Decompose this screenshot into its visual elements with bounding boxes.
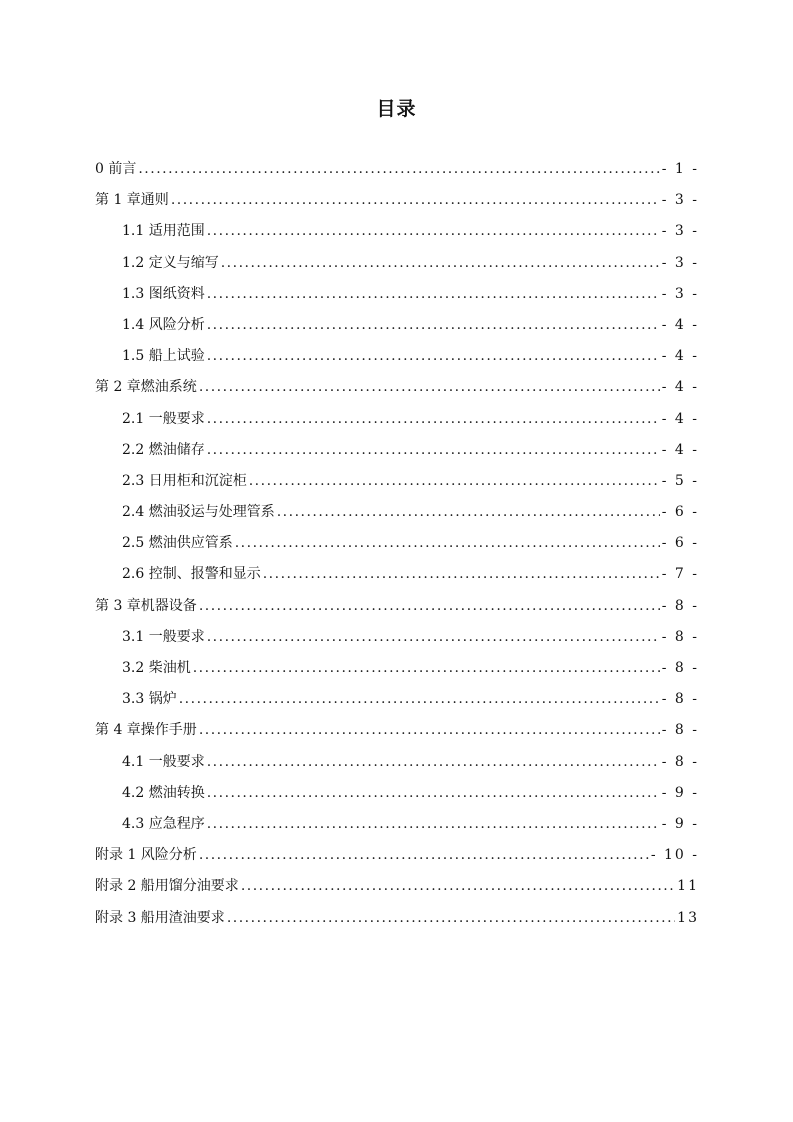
toc-dot-leader bbox=[235, 528, 660, 559]
toc-entry[interactable] bbox=[95, 684, 699, 715]
toc-entry-label: 2.4 燃油驳运与处理管系 bbox=[122, 504, 275, 521]
toc-entry-label: 1.3 图纸资料 bbox=[122, 285, 205, 302]
toc-page-number: - 9 - bbox=[661, 784, 699, 801]
toc-page-number: - 6 - bbox=[661, 535, 699, 552]
toc-entry-label: 2.3 日用柜和沉淀柜 bbox=[122, 472, 247, 489]
toc-entry-label: 第 4 章操作手册 bbox=[95, 722, 197, 739]
toc-entry[interactable] bbox=[95, 216, 699, 247]
toc-entry[interactable] bbox=[95, 591, 699, 622]
toc-page-number: - 8 - bbox=[661, 597, 699, 614]
toc-entry[interactable] bbox=[95, 778, 699, 809]
toc-dot-leader bbox=[277, 497, 660, 528]
toc-entry-label: 附录 2 船用馏分油要求 bbox=[95, 878, 239, 895]
toc-entry[interactable] bbox=[95, 653, 699, 684]
toc-entry-label: 1.5 船上试验 bbox=[122, 348, 205, 365]
toc-dot-leader bbox=[138, 154, 659, 185]
toc-dot-leader bbox=[199, 372, 660, 403]
toc-dot-leader bbox=[207, 622, 660, 653]
toc-entry[interactable] bbox=[95, 871, 699, 902]
toc-page-number: 13 bbox=[677, 909, 699, 926]
toc-entry-label: 附录 1 风险分析 bbox=[95, 847, 197, 864]
toc-entry-label: 第 2 章燃油系统 bbox=[95, 379, 197, 396]
toc-entry[interactable] bbox=[95, 310, 699, 341]
toc-page-number: - 8 - bbox=[661, 691, 699, 708]
toc-entry[interactable] bbox=[95, 809, 699, 840]
toc-page-number: - 8 - bbox=[661, 753, 699, 770]
toc-entry[interactable] bbox=[95, 248, 699, 279]
toc-dot-leader bbox=[179, 684, 660, 715]
toc-entry-label: 1.1 适用范围 bbox=[122, 223, 205, 240]
toc-entry-label: 2.2 燃油储存 bbox=[122, 441, 205, 458]
toc-entry[interactable] bbox=[95, 372, 699, 403]
toc-entry-label: 4.2 燃油转换 bbox=[122, 784, 205, 801]
toc-page-number: - 6 - bbox=[661, 504, 699, 521]
toc-page-number: - 4 - bbox=[661, 379, 699, 396]
toc-page-number: - 8 - bbox=[661, 628, 699, 645]
toc-entry-label: 第 1 章通则 bbox=[95, 192, 169, 209]
toc-entry[interactable] bbox=[95, 497, 699, 528]
toc-dot-leader bbox=[241, 871, 675, 902]
toc-page-number: - 4 - bbox=[661, 348, 699, 365]
toc-dot-leader bbox=[193, 653, 660, 684]
toc-dot-leader bbox=[171, 185, 660, 216]
toc-entry-label: 4.3 应急程序 bbox=[122, 815, 205, 832]
toc-entry-label: 3.2 柴油机 bbox=[122, 660, 191, 676]
toc-entry-label: 2.1 一般要求 bbox=[122, 410, 205, 427]
toc-page-number: - 4 - bbox=[661, 441, 699, 458]
toc-entry[interactable] bbox=[95, 715, 699, 746]
toc-page-number: - 10 - bbox=[650, 847, 699, 864]
toc-dot-leader bbox=[207, 216, 660, 247]
toc-page-number: - 5 - bbox=[661, 472, 699, 489]
toc-entry-label: 1.2 定义与缩写 bbox=[122, 254, 219, 271]
page-title: 目录 bbox=[376, 98, 417, 120]
toc-page-number: - 7 - bbox=[661, 566, 699, 583]
toc-page-number: - 3 - bbox=[661, 254, 699, 271]
toc-dot-leader bbox=[199, 840, 649, 871]
toc-page-number: - 8 - bbox=[661, 722, 699, 739]
toc-entry[interactable] bbox=[95, 903, 699, 934]
toc-dot-leader bbox=[207, 809, 660, 840]
toc-entry-label: 3.3 锅炉 bbox=[122, 691, 177, 708]
toc-page-number: - 4 - bbox=[661, 410, 699, 427]
toc-entry-label: 第 3 章机器设备 bbox=[95, 597, 197, 614]
toc-page-number: - 1 - bbox=[661, 161, 699, 177]
toc-entry[interactable] bbox=[95, 622, 699, 653]
toc-entry-label: 2.5 燃油供应管系 bbox=[122, 535, 233, 552]
toc-entry-label: 2.6 控制、报警和显示 bbox=[122, 566, 261, 583]
toc-dot-leader bbox=[227, 903, 675, 934]
toc-page-number: - 4 - bbox=[661, 316, 699, 333]
toc-dot-leader bbox=[263, 559, 660, 590]
toc-entry[interactable] bbox=[95, 559, 699, 590]
toc-page-number: - 3 - bbox=[661, 285, 699, 302]
toc-entry[interactable] bbox=[95, 341, 699, 372]
toc-page-number: 11 bbox=[677, 878, 699, 895]
toc-entry[interactable] bbox=[95, 279, 699, 310]
toc-dot-leader bbox=[221, 248, 660, 279]
toc-entry-label: 4.1 一般要求 bbox=[122, 753, 205, 770]
toc-entry-label: 附录 3 船用渣油要求 bbox=[95, 909, 225, 926]
toc-entry[interactable] bbox=[95, 528, 699, 559]
toc-dot-leader bbox=[249, 466, 660, 497]
toc-entry-label: 1.4 风险分析 bbox=[122, 316, 205, 333]
toc-entry[interactable] bbox=[95, 435, 699, 466]
toc-dot-leader bbox=[199, 715, 660, 746]
toc-entry[interactable] bbox=[95, 466, 699, 497]
table-of-contents bbox=[95, 154, 699, 934]
toc-dot-leader bbox=[207, 778, 660, 809]
toc-page-number: - 3 - bbox=[661, 223, 699, 240]
toc-entry[interactable] bbox=[95, 840, 699, 871]
toc-page-number: - 8 - bbox=[661, 660, 699, 676]
toc-dot-leader bbox=[207, 435, 660, 466]
toc-entry[interactable] bbox=[95, 185, 699, 216]
toc-entry-label: 3.1 一般要求 bbox=[122, 628, 205, 645]
toc-dot-leader bbox=[199, 591, 660, 622]
toc-dot-leader bbox=[207, 279, 660, 310]
toc-page-number: - 3 - bbox=[661, 192, 699, 209]
toc-entry[interactable] bbox=[95, 747, 699, 778]
toc-entry[interactable] bbox=[95, 154, 699, 185]
toc-dot-leader bbox=[207, 341, 660, 372]
toc-dot-leader bbox=[207, 747, 660, 778]
toc-entry[interactable] bbox=[95, 404, 699, 435]
toc-page-number: - 9 - bbox=[661, 815, 699, 832]
toc-entry-label: 0 前言 bbox=[95, 161, 137, 177]
toc-dot-leader bbox=[207, 310, 660, 341]
toc-dot-leader bbox=[207, 404, 660, 435]
